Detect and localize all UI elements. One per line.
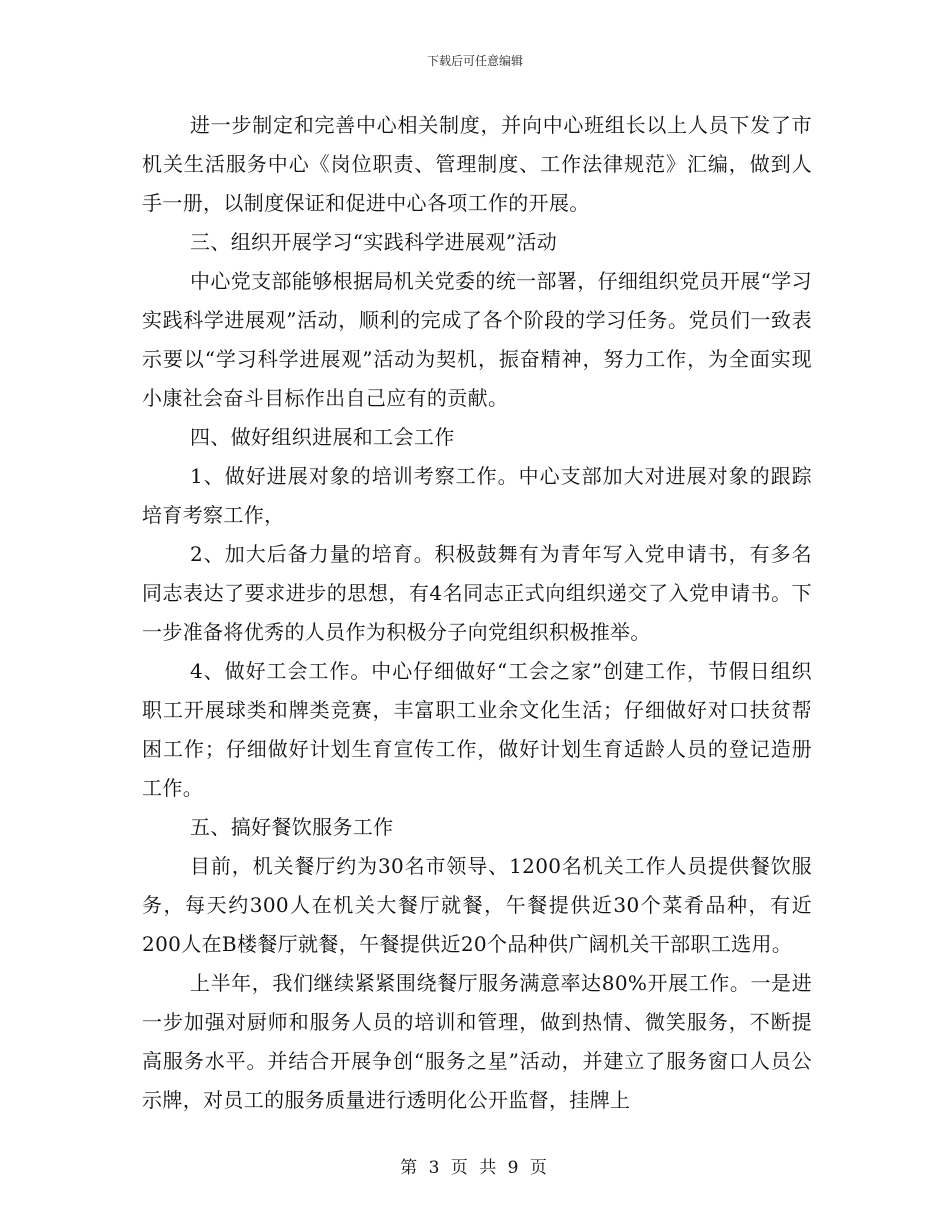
paragraph-regulations: 进一步制定和完善中心相关制度，并向中心班组长以上人员下发了市机关生活服务中心《岗位职责、管理制度、工作法律规范》汇编，做到人手一册，以制度保证和促进中心各项工作的开展。: [142, 113, 812, 215]
section-heading-five: 五、搞好餐饮服务工作: [190, 815, 394, 839]
paragraph-dining-stats: 目前，机关餐厅约为30名市领导、1200名机关工作人员提供餐饮服务，每天约300人在机关大餐厅就餐，午餐提供近30个菜肴品种，有近200人在B楼餐厅就餐，午餐提供近20个品种供广阔机关干部职工选用。: [142, 854, 812, 956]
page-header: 下载后可任意编辑: [426, 54, 523, 68]
section-heading-four: 四、做好组织进展和工会工作: [190, 425, 455, 449]
paragraph-study-activity: 中心党支部能够根据局机关党委的统一部署，仔细组织党员开展“学习实践科学进展观”活动，顺利的完成了各个阶段的学习任务。党员们一致表示要以“学习科学进展观”活动为契机，振奋精神，努力工作，为全面实现小康社会奋斗目标作出自己应有的贡献。: [142, 269, 812, 410]
paragraph-item-1: 1、做好进展对象的培训考察工作。中心支部加大对进展对象的跟踪培育考察工作，: [142, 464, 812, 527]
section-heading-three: 三、组织开展学习“实践科学进展观”活动: [190, 230, 558, 254]
paragraph-first-half: 上半年，我们继续紧紧围绕餐厅服务满意率达80%开展工作。一是进一步加强对厨师和服务人员的培训和管理，做到热情、微笑服务，不断提高服务水平。并结合开展争创“服务之星”活动，并建立了服务窗口人员公示牌，对员工的服务质量进行透明化公开监督，挂牌上: [142, 971, 812, 1112]
paragraph-item-2: 2、加大后备力量的培育。积极鼓舞有为青年写入党申请书，有多名同志表达了要求进步的思想，有4名同志正式向组织递交了入党申请书。下一步准备将优秀的人员作为积极分子向党组织积极推举。: [142, 542, 812, 644]
page-number-footer: 第 3 页 共 9 页: [400, 1158, 550, 1178]
document-body: [142, 106, 812, 1120]
paragraph-item-4: 4、做好工会工作。中心仔细做好“工会之家”创建工作，节假日组织职工开展球类和牌类竞赛，丰富职工业余文化生活；仔细做好对口扶贫帮困工作；仔细做好计划生育宣传工作，做好计划生育适龄人员的登记造册工作。: [142, 659, 812, 800]
